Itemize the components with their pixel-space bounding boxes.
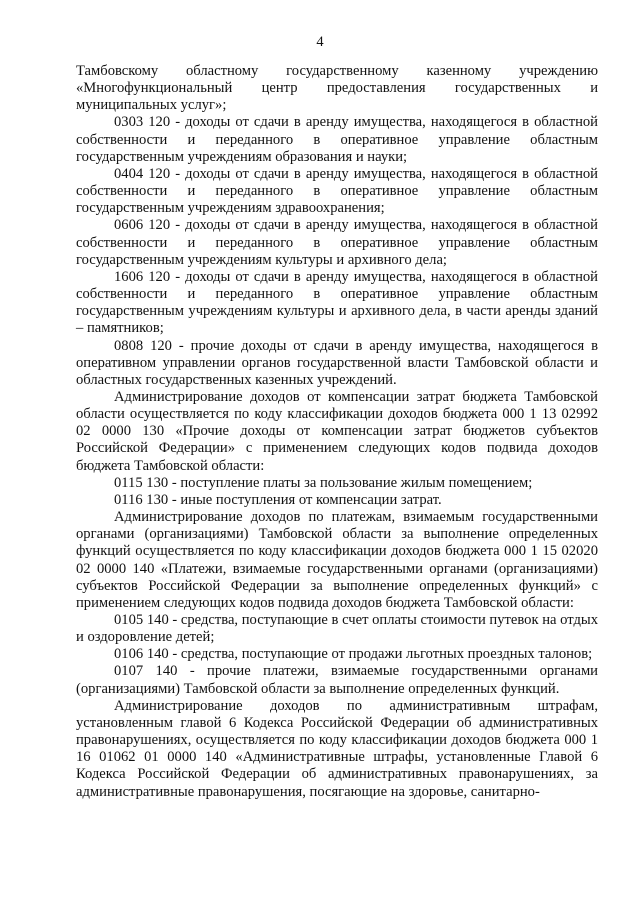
paragraph-9: Администрирование доходов по платежам, взимаемым государственными органами (организациями) Тамбовской области за выполнение определенных функций осуществляется по коду классификации доходов бюджета 000 1 15 02020 02 0000 140 «Платежи, взимаемые государственными органами (организациями) субъектов Российской Федерации за выполнение определенных функций» с применением следующих кодов подвида доходов бюджета Тамбовской области: — [76, 509, 598, 611]
paragraph-0: Тамбовскому областному государственному казенному учреждению «Многофункциональный центр предоставления государственных и муниципальных услуг»; — [76, 63, 598, 114]
paragraph-11: 0106 140 - средства, поступающие от продажи льготных проездных талонов; — [114, 646, 593, 663]
page-number: 4 — [316, 34, 324, 50]
paragraph-5: 0808 120 - прочие доходы от сдачи в аренду имущества, находящегося в оперативном управлении органов государственной власти Тамбовской области и областных государственных казенных учреждений. — [76, 337, 598, 388]
paragraph-4: 1606 120 - доходы от сдачи в аренду имущества, находящегося в областной собственности и переданного в оперативное управление областным государственным учреждениям культуры и архивного дела, в части аренды зданий – памятников; — [76, 268, 598, 337]
paragraph-12: 0107 140 - прочие платежи, взимаемые государственными органами (организациями) Тамбовской области за выполнение определенных функций. — [76, 663, 598, 697]
paragraph-8: 0116 130 - иные поступления от компенсации затрат. — [114, 491, 442, 508]
paragraph-6: Администрирование доходов от компенсации затрат бюджета Тамбовской области осуществляется по коду классификации доходов бюджета 000 1 13 02992 02 0000 130 «Прочие доходы от компенсации затрат бюджетов субъектов Российской Федерации» с применением следующих кодов подвида доходов бюджета Тамбовской области: — [76, 388, 598, 474]
paragraph-7: 0115 130 - поступление платы за пользование жилым помещением; — [114, 474, 533, 491]
paragraph-2: 0404 120 - доходы от сдачи в аренду имущества, находящегося в областной собственности и переданного в оперативное управление областным государственным учреждениям здравоохранения; — [76, 165, 598, 217]
body-text — [76, 63, 598, 801]
paragraph-13: Администрирование доходов по административным штрафам, установленным главой 6 Кодекса Российской Федерации об административных правонарушениях, осуществляется по коду классификации доходов бюджета 000 1 16 01062 01 0000 140 «Административные штрафы, установленные Главой 6 Кодекса Российской Федерации об административных правонарушениях, за административные правонарушения, посягающие на здоровье, санитарно- — [76, 697, 598, 800]
paragraph-3: 0606 120 - доходы от сдачи в аренду имущества, находящегося в областной собственности и переданного в оперативное управление областным государственным учреждениям культуры и архивного дела; — [76, 217, 598, 268]
paragraph-1: 0303 120 - доходы от сдачи в аренду имущества, находящегося в областной собственности и переданного в оперативное управление областным государственным учреждениям образования и науки; — [76, 114, 598, 165]
paragraph-10: 0105 140 - средства, поступающие в счет оплаты стоимости путевок на отдых и оздоровление детей; — [76, 612, 598, 646]
